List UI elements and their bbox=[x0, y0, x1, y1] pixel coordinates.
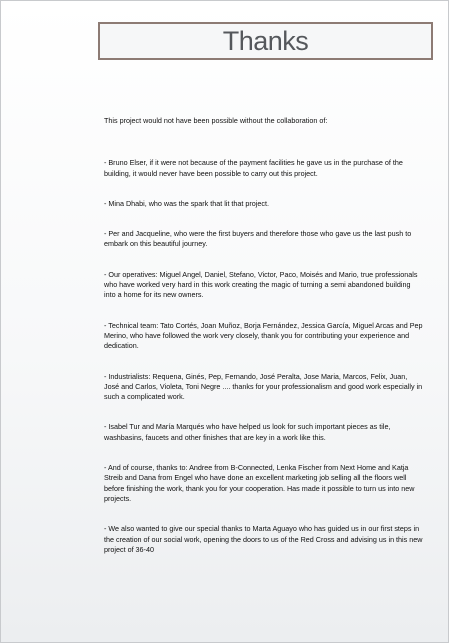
thanks-item-mina: - Mina Dhabi, who was the spark that lit that project. bbox=[104, 198, 269, 208]
thanks-item-per-jacqueline: - Per and Jacqueline, who were the first buyers and therefore those who gave us the last push to embark on this beautiful journey. bbox=[104, 229, 412, 249]
title-box bbox=[98, 22, 433, 60]
thanks-item-isabel-maria: - Isabel Tur and María Marqués who have helped us look for such important pieces as tile, washbasins, faucets and other finishes that are key in a work like this. bbox=[104, 422, 391, 442]
thanks-item-marta: - We also wanted to give our special thanks to Marta Aguayo who has guided us in our first steps in the creation of our social work, opening the doors to us of the Red Cross and advising us in this new project of 36-40 bbox=[104, 524, 423, 554]
thanks-item-technical-team: - Technical team: Tato Cortés, Joan Muñoz, Borja Fernández, Jessica García, Miguel Arcas and Pep Merino, who have followed the work very closely, thank you for contributing your experience and dedication. bbox=[104, 320, 423, 351]
thanks-item-operatives: - Our operatives: Miguel Angel, Daniel, Stefano, Victor, Paco, Moisés and Mario, true professionals who have worked very hard in this work creating the magic of turning a semi abandoned building into a home for its new owners. bbox=[104, 269, 418, 300]
thanks-content bbox=[104, 116, 424, 575]
thanks-item-industrialists: - Industrialists: Requena, Ginés, Pep, Fernando, José Peralta, Jose Maria, Marcos, Felix, Juan, José and Carlos, Violeta, Toni Negre .... thanks for your professionalism and good work especially in such a complicated work. bbox=[104, 371, 423, 402]
intro-paragraph: This project would not have been possible without the collaboration of: bbox=[104, 116, 328, 125]
page-title: Thanks bbox=[222, 25, 309, 56]
thanks-item-bruno: - Bruno Elser, if it were not because of the payment facilities he gave us in the purchase of the building, it would never have been possible to carry out this project. bbox=[104, 158, 403, 178]
thanks-item-marketing: - And of course, thanks to: Andree from B-Connected, Lenka Fischer from Next Home and Katja Streib and Dana from Engel who have done an excellent marketing job selling all the floors well before finishing the work, thank you for your cooperation. Has made it possible to turn us into new projects. bbox=[104, 463, 415, 503]
